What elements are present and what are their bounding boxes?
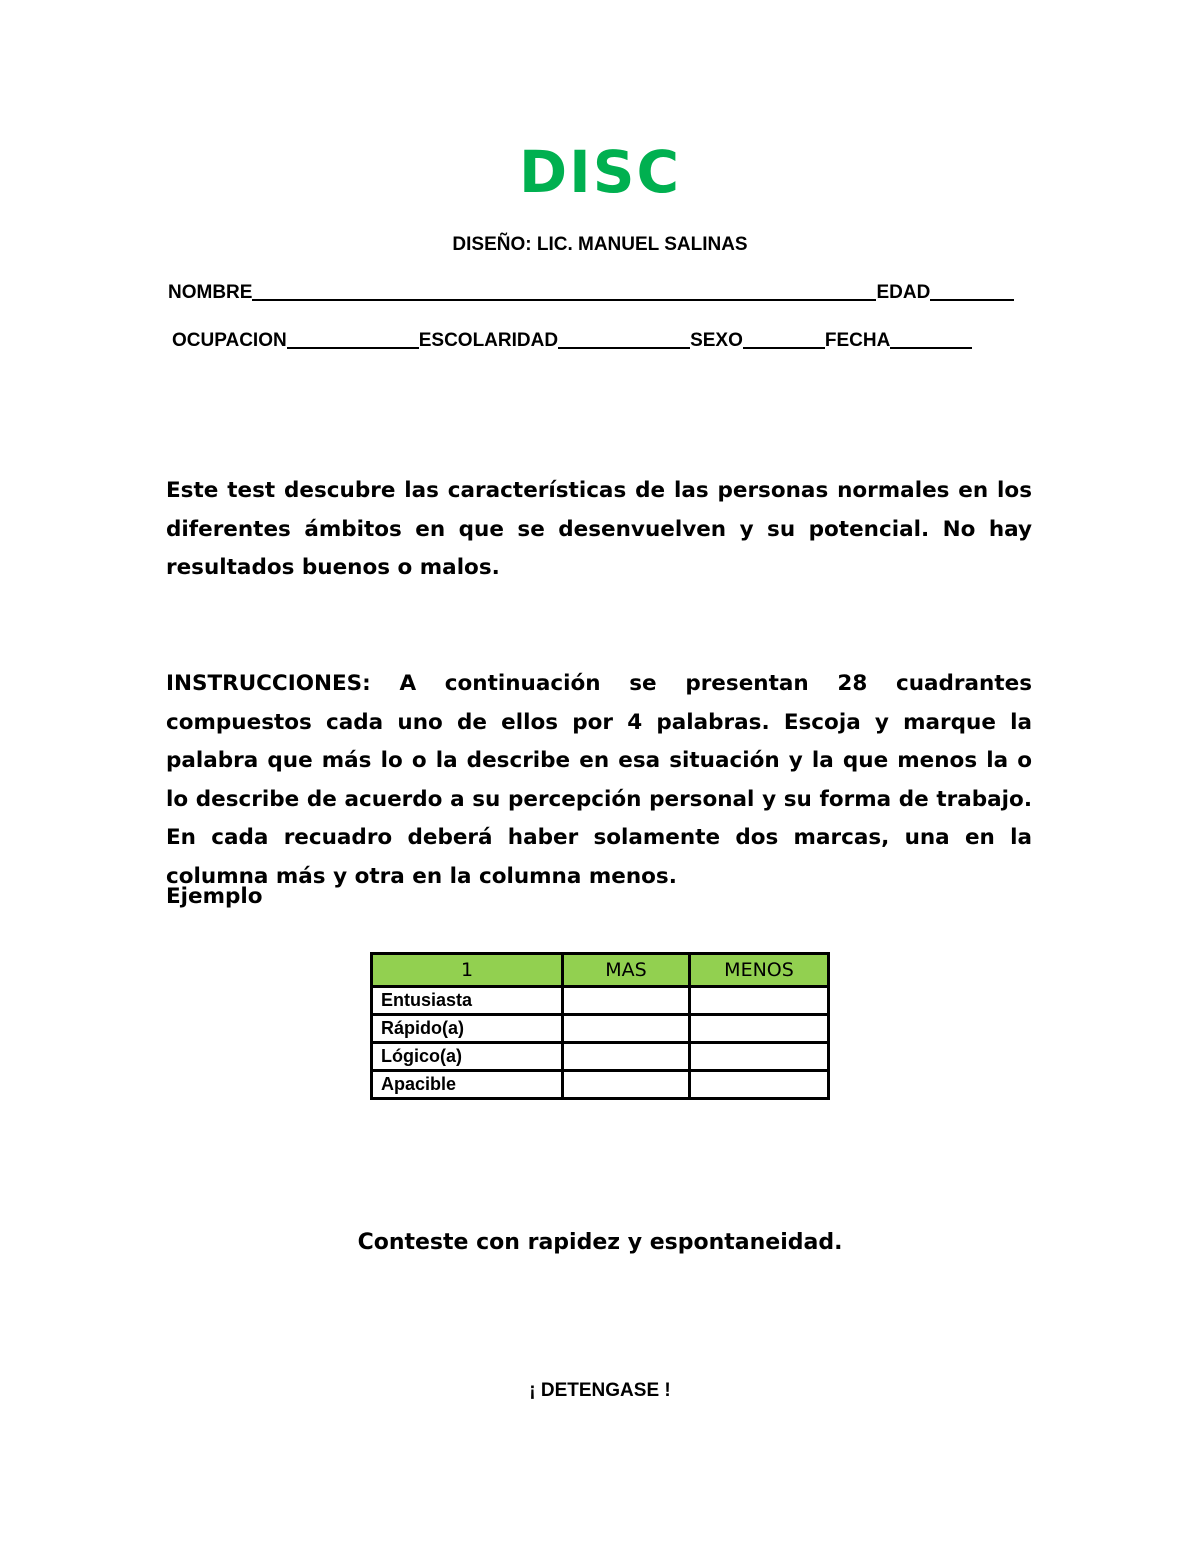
closing-note: Conteste con rapidez y espontaneidad. <box>357 1230 843 1255</box>
sexo-label: SEXO <box>690 330 743 351</box>
word-cell: Entusiasta <box>372 987 563 1015</box>
edad-blank[interactable] <box>930 299 1014 301</box>
menos-cell[interactable] <box>690 1043 829 1071</box>
menos-cell[interactable] <box>690 1071 829 1099</box>
designer-credit: DISEÑO: LIC. MANUEL SALINAS <box>452 234 748 255</box>
nombre-blank[interactable] <box>252 299 876 301</box>
table-row <box>372 1015 829 1043</box>
escolaridad-label: ESCOLARIDAD <box>418 330 559 351</box>
table-row <box>372 1071 829 1099</box>
example-table-header <box>372 954 829 987</box>
menos-column-header: MENOS <box>690 954 829 987</box>
example-table <box>370 952 830 1100</box>
quadrant-number: 1 <box>372 954 563 987</box>
table-row <box>372 1043 829 1071</box>
table-row <box>372 987 829 1015</box>
fecha-label: FECHA <box>824 330 891 351</box>
instructions-paragraph: INSTRUCCIONES: A continuación se presentan 28 cuadrantes compuestos cada uno de ellos por 4 palabras. Escoja y marque la palabra que más lo o la describe en esa situación y la que menos la o lo describe de acuerdo a su percepción personal y su forma de trabajo. En cada recuadro deberá haber solamente dos marcas, una en la columna más y otra en la columna menos. <box>166 671 1032 889</box>
intro-paragraph: Este test descubre las características de las personas normales en los diferentes ámbitos en que se desenvuelven y su potencial. No hay resultados buenos o malos. <box>166 478 1032 581</box>
menos-cell[interactable] <box>690 1015 829 1043</box>
mas-column-header: MAS <box>563 954 690 987</box>
mas-cell[interactable] <box>563 1071 690 1099</box>
stop-note: ¡ DETENGASE ! <box>529 1380 671 1401</box>
fecha-blank[interactable] <box>890 347 972 349</box>
example-label: Ejemplo <box>166 884 263 909</box>
menos-cell[interactable] <box>690 987 829 1015</box>
ocupacion-label: OCUPACION <box>172 330 287 351</box>
occupation-row <box>172 330 972 352</box>
document-title: DISC <box>518 138 682 206</box>
escolaridad-blank[interactable] <box>558 347 690 349</box>
name-age-row <box>168 282 1014 304</box>
word-cell: Apacible <box>372 1071 563 1099</box>
ocupacion-blank[interactable] <box>287 347 419 349</box>
word-cell: Lógico(a) <box>372 1043 563 1071</box>
edad-label: EDAD <box>876 282 931 303</box>
mas-cell[interactable] <box>563 987 690 1015</box>
nombre-label: NOMBRE <box>168 282 253 303</box>
sexo-blank[interactable] <box>743 347 825 349</box>
mas-cell[interactable] <box>563 1043 690 1071</box>
mas-cell[interactable] <box>563 1015 690 1043</box>
word-cell: Rápido(a) <box>372 1015 563 1043</box>
